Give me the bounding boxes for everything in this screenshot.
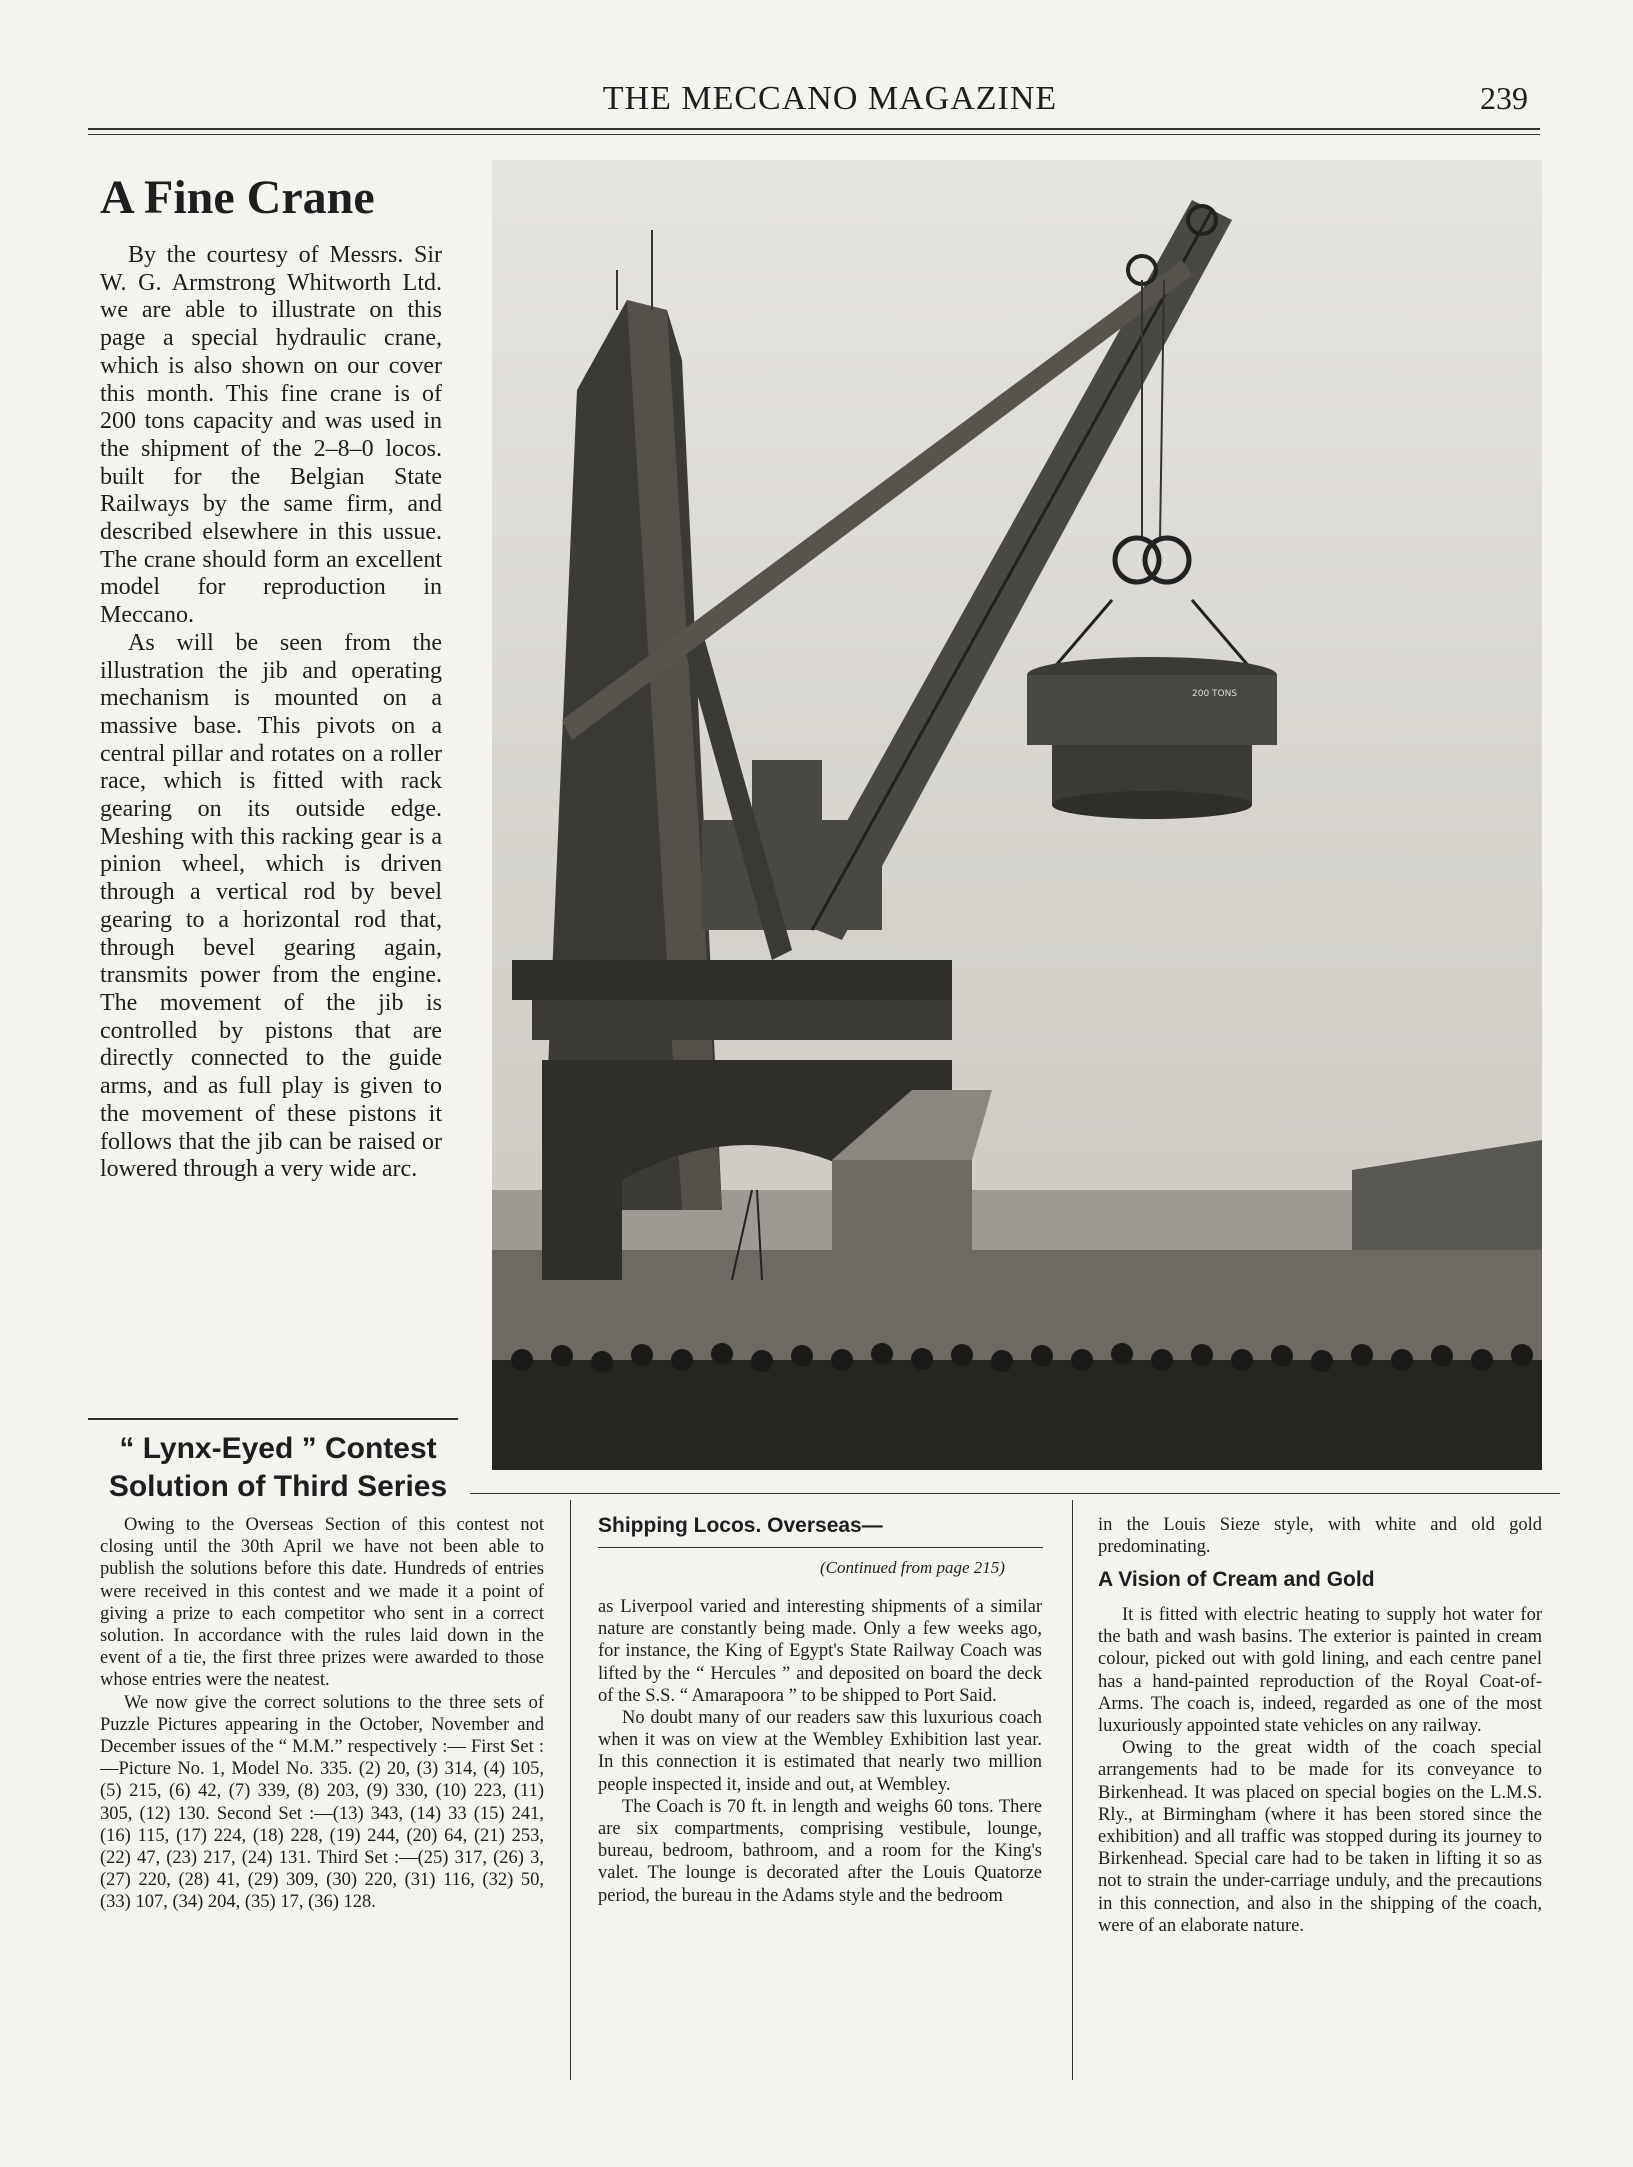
page-header bbox=[0, 80, 1633, 120]
paragraph: By the courtesy of Messrs. Sir W. G. Armstrong Whitworth Ltd. we are able to illustrate on this page a special hydraulic crane, which is also shown on our cover this month. This fine crane is of 200 tons capacity and was used in the shipment of the 2–8–0 locos. built for the Belgian State Railways by the same firm, and described elsewhere in this ussue. The crane should form an excellent model for reproduction in Meccano. bbox=[100, 242, 442, 629]
paragraph: No doubt many of our readers saw this luxurious coach when it was on view at the Wembley Exhibition last year. In this connection it is estimated that nearly two million people inspected it, inside and out, at Wembley. bbox=[598, 1708, 1042, 1795]
paragraph: The Coach is 70 ft. in length and weighs 60 tons. There are six compartments, comprising vestibule, lounge, bureau, bedroom, bathroom, and a room for the King's valet. The lounge is decorated after the Louis Quatorze period, the bureau in the Adams style and the bedroom bbox=[598, 1796, 1042, 1906]
lynx-article-body bbox=[100, 1514, 544, 1914]
crane-photograph bbox=[492, 160, 1542, 1470]
header-rule-thin bbox=[88, 134, 1540, 135]
section-rule bbox=[88, 1418, 458, 1420]
continued-note: (Continued from page 215) bbox=[820, 1558, 1005, 1577]
shipping-article-body bbox=[598, 1596, 1042, 1907]
section-rule-wide bbox=[470, 1493, 1560, 1494]
paragraph: as Liverpool varied and interesting shipments of a similar nature are constantly being made. Only a few weeks ago, for instance, the King of Egypt's State Railway Coach was lifted by the “ Hercules ” and deposited on board the deck of the S.S. “ Amarapoora ” to be shipped to Port Said. bbox=[598, 1597, 1042, 1706]
vision-section-body bbox=[1098, 1604, 1542, 1937]
lynx-title-line-1: “ Lynx-Eyed ” Contest bbox=[119, 1432, 437, 1465]
shipping-title: Shipping Locos. Overseas— bbox=[598, 1514, 883, 1537]
lynx-title-line-2: Solution of Third Series bbox=[108, 1470, 448, 1503]
vision-subheading: A Vision of Cream and Gold bbox=[1098, 1568, 1375, 1591]
lynx-contest-title bbox=[88, 1430, 468, 1506]
title-underline bbox=[598, 1547, 1043, 1548]
paragraph: It is fitted with electric heating to supply hot water for the bath and wash basins. The exterior is painted in cream colour, picked out with gold lining, and each centre panel has a hand-painted reproduction of the Royal Coat-of-Arms. The coach is, indeed, regarded as one of the most luxuriously appointed state vehicles on any railway. bbox=[1098, 1605, 1542, 1737]
column-rule bbox=[570, 1500, 571, 2080]
paragraph: Owing to the great width of the coach special arrangements had to be made for its conveyance to Birkenhead. It was placed on special bogies on the L.M.S. Rly., at Birmingham (where it has been stored since the exhibition) and all traffic was stopped during its journey to Birkenhead. Special care had to be taken in lifting it so as not to strain the under-carriage unduly, and the precautions in this connection, and also in the shipping of the coach, were of an elaborate nature. bbox=[1098, 1738, 1542, 1936]
article-title: A Fine Crane bbox=[100, 171, 375, 224]
column-rule bbox=[1072, 1500, 1073, 2080]
header-rule bbox=[88, 128, 1540, 130]
page-number: 239 bbox=[1480, 80, 1528, 116]
magazine-title: THE MECCANO MAGAZINE bbox=[602, 80, 1058, 117]
crane-article-body bbox=[100, 242, 442, 1184]
paragraph: in the Louis Sieze style, with white and old gold predominating. bbox=[1098, 1515, 1542, 1558]
paragraph: Owing to the Overseas Section of this contest not closing until the 30th April we have not been able to publish the solutions before this date. Hundreds of entries were received in this contest and we made it a point of giving a prize to each competitor who sent in a correct solution. In accordance with the rules laid down in the event of a tie, the first three prizes were awarded to those whose entries were the neatest. bbox=[100, 1515, 544, 1691]
bucket-label: 200 TONS bbox=[1192, 689, 1238, 699]
paragraph: As will be seen from the illustration the jib and operating mechanism is mounted on a massive base. This pivots on a central pillar and rotates on a roller race, which is fitted with rack gearing on its outside edge. Meshing with this racking gear is a pinion wheel, which is driven through a vertical rod by bevel gearing to a horizontal rod that, through bevel gearing again, transmits power from the engine. The movement of the jib is controlled by pistons that are directly connected to the guide arms, and as full play is given to the movement of these pistons it follows that the jib can be raised or lowered through a very wide arc. bbox=[100, 629, 442, 1183]
shipping-article-continued bbox=[1098, 1514, 1542, 1558]
paragraph: We now give the correct solutions to the three sets of Puzzle Pictures appearing in the October, November and December issues of the “ M.M.” respectively :— First Set :—Picture No. 1, Model No. 335. (2) 20, (3) 314, (4) 105, (5) 215, (6) 42, (7) 339, (8) 203, (9) 330, (10) 223, (11) 305, (12) 130. Second Set :—(13) 343, (14) 33 (15) 241, (16) 115, (17) 224, (18) 228, (19) 244, (20) 64, (21) 253, (22) 47, (23) 217, (24) 131. Third Set :—(25) 317, (26) 3, (27) 220, (28) 41, (29) 309, (30) 220, (31) 116, (32) 50, (33) 107, (34) 204, (35) 17, (36) 128. bbox=[100, 1692, 544, 1913]
